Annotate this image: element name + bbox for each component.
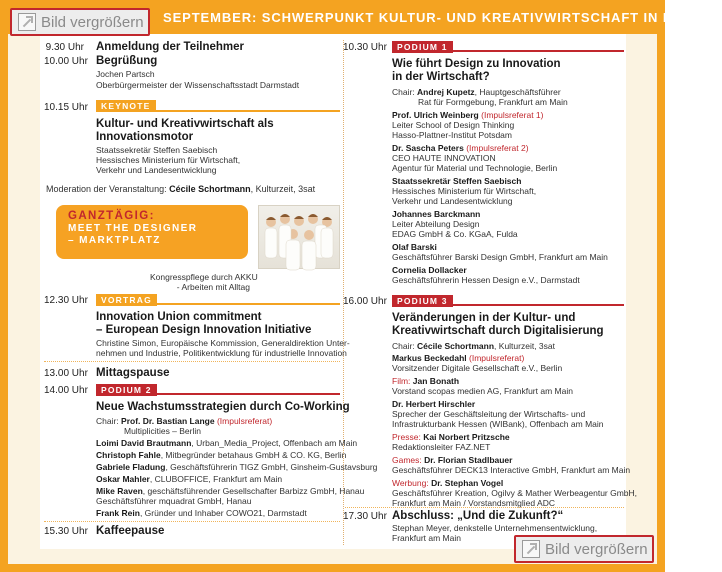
enlarge-image-label: Bild vergrößern [41,13,144,31]
session-title: Innovation Union commitment [96,311,262,323]
time-label: 12.30 Uhr [44,295,88,306]
moderation-label: Moderation der Veranstaltung: [46,184,167,194]
speaker-org: Geschäftsführer Kreation, Ogilvy & Mather Werbeagentur GmbH, [392,488,638,498]
chair-label: Chair: [96,416,122,426]
speaker-name: Jan Bonath [412,376,460,386]
session-title-line2: Innovationsmotor [96,131,194,143]
chair-org: Rat für Formgebung, Frankfurt am Main [418,97,568,107]
moderation-line [46,184,315,195]
speaker-org: CEO HAUTE INNOVATION [392,153,496,163]
enlarge-image-button[interactable] [10,8,150,36]
chair-line [96,416,272,427]
speaker-org: Leiter School of Design Thinking [392,120,515,130]
session-title: Kultur- und Kreativwirtschaft als [96,118,274,130]
session-title: Abschluss: „Und die Zukunft?“ [392,510,564,522]
speaker-line [392,353,524,364]
speaker-name: Jochen Partsch [96,69,155,79]
speaker-line [392,176,521,187]
participant-org: , Urban_Media_Project, Offenbach am Main [191,438,358,448]
session-title-line2: Kreativwirtschaft durch Digitalisierung [392,325,604,337]
speaker-org-line2: Hasso-Plattner-Institut Potsdam [392,130,512,140]
participant-line [96,438,357,449]
speaker-org: Hessisches Ministerium für Wirtschaft, [392,186,537,196]
participant-org: , Mitbegründer betahaus GmbH & CO. KG, Berlin [160,450,347,460]
dotted-separator [44,361,340,362]
speaker-org: Redaktionsleiter FAZ.NET [392,442,491,452]
speaker-org-line2: Agentur für Material und Technologie, Berlin [392,163,558,173]
chair-role: , Hauptgeschäftsführer [474,87,561,97]
vortrag-tag: VORTRAG [96,294,157,306]
time-label: 10.00 Uhr [44,56,88,67]
speaker-org-line2: EDAG GmbH & Co. KGaA, Fulda [392,229,518,239]
speaker-org: Sprecher der Geschäftsleitung der Wirtschafts- und [392,409,586,419]
participant-name: Oskar Mahler [96,474,150,484]
kongress-line-1: Kongresspflege durch AKKU [150,272,258,282]
dotted-separator [44,521,340,522]
speaker-org: Oberbürgermeister der Wissenschaftsstadt Darmstadt [96,80,300,90]
participant-name: Frank Rein [96,508,140,518]
enlarge-image-label: Bild vergrößern [545,540,648,558]
speaker-line [392,455,512,466]
speaker-org-line2: Verkehr und Landesentwicklung [96,165,217,175]
speaker-line [392,265,467,276]
enlarge-image-button-bottom[interactable] [514,535,654,563]
participant-org: , Gründer und Inhaber COWO21, Darmstadt [139,508,307,518]
participant-org: , Geschäftsführerin TIGZ GmbH, Ginsheim-Gustavsburg [165,462,378,472]
banner-title: SEPTEMBER: SCHWERPUNKT KULTUR- UND KREATIVWIRTSCHAFT IN HESSEN [0,0,665,34]
group-photo [258,205,340,269]
moderator-org: , Kulturzeit, 3sat [250,184,316,194]
chair-label: Chair: [392,341,418,351]
topic-label: Games: [392,455,422,465]
podium-2-tag: PODIUM 2 [96,384,157,396]
session-title-line2: in der Wirtschaft? [392,71,490,83]
promo-line-1: GANZTÄGIG: [68,210,155,222]
speaker-org: Geschäftsführerin Hessen Design e.V., Darmstadt [392,275,580,285]
speaker-name: Dr. Sascha Peters [392,143,464,153]
speaker-info-line2: Frankfurt am Main [392,533,461,543]
participant-org: , geschäftsführender Gesellschafter Barbizz GmbH, Hanau [142,486,365,496]
chair-name: Andrej Kupetz [417,87,475,97]
speaker-org: Vorsitzender Digitale Gesellschaft e.V., Berlin [392,363,563,373]
chair-line [392,87,561,98]
time-label: 15.30 Uhr [44,526,88,537]
chair-label: Chair: [392,87,418,97]
participant-line [96,508,307,519]
speaker-name: Dr. Herbert Hirschler [392,399,476,409]
speaker-line [392,143,529,154]
speaker-name: Johannes Barckmann [392,209,481,219]
moderator-name: Cécile Schortmann [169,184,251,194]
speaker-name: Dr. Florian Stadlbauer [424,455,513,465]
speaker-name: Kai Norbert Pritzsche [423,432,510,442]
speaker-name: Markus Beckedahl [392,353,467,363]
speaker-role: (Impulsreferat 1) [481,110,544,120]
speaker-line [392,432,510,443]
speaker-role: (Impulsreferat) [469,353,525,363]
speaker-org-line2: Verkehr und Landesentwicklung [392,196,513,206]
participant-line [96,450,346,461]
speaker-name: Dr. Stephan Vogel [431,478,504,488]
time-label: 17.30 Uhr [343,511,387,522]
speaker-line [392,209,480,220]
session-title: Begrüßung [96,55,158,67]
speaker-line [392,399,475,410]
speaker-name: Olaf Barski [392,242,437,252]
speaker-org: Hessisches Ministerium für Wirtschaft, [96,155,241,165]
chair-line [392,341,555,352]
chair-org: , Kulturzeit, 3sat [494,341,555,351]
session-title: Mittagspause [96,367,170,379]
speaker-line [392,478,503,489]
speaker-org-line2: Infrastrukturbank Hessen (WIBank), Offenbach am Main [392,419,604,429]
participant-name: Gabriele Fladung [96,462,166,472]
participant-name: Christoph Fahle [96,450,161,460]
kongress-line-2: - Arbeiten mit Alltag [176,282,250,292]
session-title: Neue Wachstumsstrategien durch Co-Working [96,401,350,413]
session-title: Wie führt Design zu Innovation [392,58,561,70]
speaker-name: Cornelia Dollacker [392,265,467,275]
keynote-tag: KEYNOTE [96,100,156,112]
session-title: Anmeldung der Teilnehmer [96,41,245,53]
topic-label: Film: [392,376,411,386]
chair-org: Multiplicities – Berlin [124,426,201,436]
speaker-org: Geschäftsführer DECK13 Interactive GmbH, Frankfurt am Main [392,465,631,475]
promo-line-2: MEET THE DESIGNER [68,223,198,234]
chair-role: (Impulsreferat) [216,416,273,426]
speaker-org: Vorstand scopas medien AG, Frankfurt am Main [392,386,573,396]
speaker-line [392,242,437,253]
podium-3-tag: PODIUM 3 [392,295,453,307]
expand-icon [18,13,36,31]
topic-label: Werbung: [392,478,429,488]
speaker-info-line2: nehmen und Industrie, Politikentwicklung für industrielle Innovation [96,348,347,358]
speaker-info: Stephan Meyer, denkstelle Unternehmensentwicklung, [392,523,598,533]
marketplace-promo [56,205,248,259]
speaker-name: Staatssekretär Steffen Saebisch [96,145,218,155]
speaker-line [392,110,543,121]
participant-name: Loimi David Brautmann [96,438,192,448]
participant-line [96,462,377,473]
time-label: 13.00 Uhr [44,368,88,379]
expand-icon [522,540,540,558]
chair-name: Cécile Schortmann [417,341,495,351]
time-label: 9.30 Uhr [45,42,84,53]
session-title-line2: – European Design Innovation Initiative [96,324,312,336]
participant-org-line2: Geschäftsführer mquadrat GmbH, Hanau [96,496,252,506]
speaker-name: Prof. Ulrich Weinberg [392,110,479,120]
speaker-line [392,376,459,387]
time-label: 14.00 Uhr [44,385,88,396]
promo-line-3: – MARKTPLATZ [68,235,161,246]
topic-label: Presse: [392,432,421,442]
participant-line [96,486,364,497]
speaker-org: Leiter Abteilung Design [392,219,480,229]
podium-1-tag: PODIUM 1 [392,41,453,53]
time-label: 10.30 Uhr [343,42,387,53]
speaker-name: Staatssekretär Steffen Saebisch [392,176,522,186]
time-label: 10.15 Uhr [44,102,88,113]
speaker-org-line2: Frankfurt am Main / Vorstandsmitglied ADC [392,498,555,508]
participant-name: Mike Raven [96,486,143,496]
speaker-org: Geschäftsführer Barski Design GmbH, Frankfurt am Main [392,252,608,262]
group-photo-image [259,206,341,270]
dotted-separator [345,507,624,508]
session-title: Kaffeepause [96,525,165,537]
chair-name: Prof. Dr. Bastian Lange [121,416,215,426]
speaker-info: Christine Simon, Europäische Kommission, Generaldirektion Unter- [96,338,350,348]
participant-org: , CLUBOFFICE, Frankfurt am Main [149,474,283,484]
session-title: Veränderungen in der Kultur- und [392,312,576,324]
time-label: 16.00 Uhr [343,296,387,307]
participant-line [96,474,282,485]
speaker-role: (Impulsreferat 2) [466,143,529,153]
